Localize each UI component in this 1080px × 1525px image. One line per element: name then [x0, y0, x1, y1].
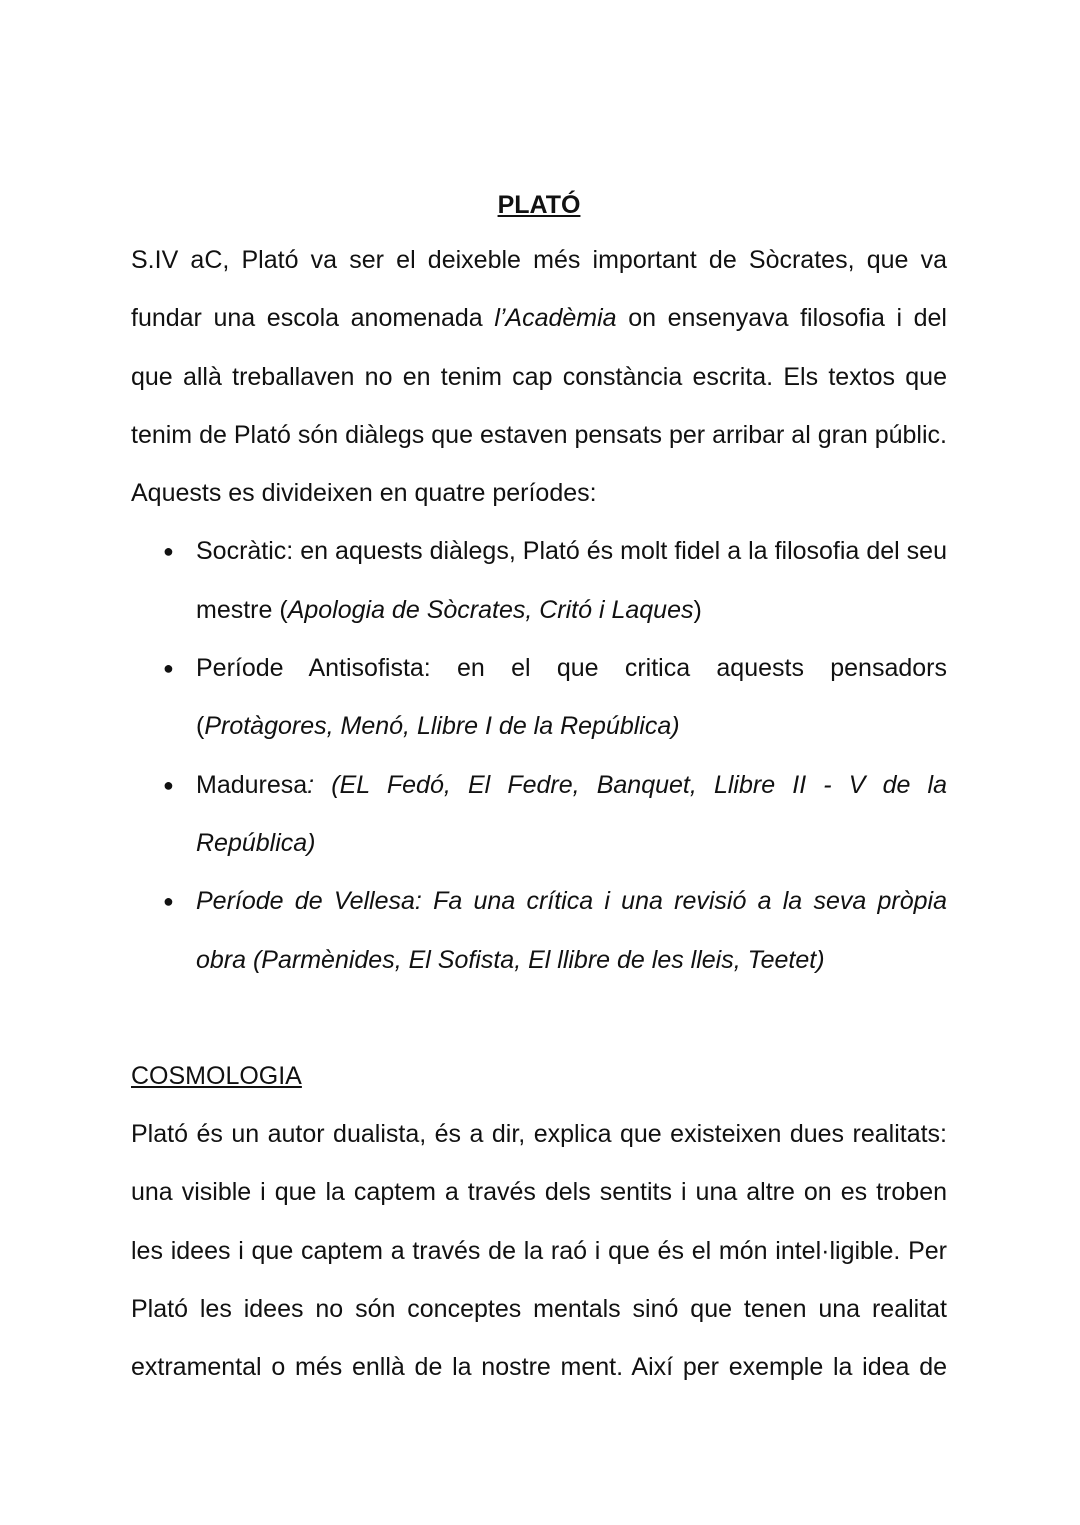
- intro-text-2: on ensenyava filosofia i del que allà treballaven no en tenim cap constància escrita. Els textos que tenim de Plató són diàlegs que estaven pensats per arribar al gran públic. Aquests es divideixen en quatre períodes:: [131, 304, 947, 508]
- period-works: : (EL Fedó, El Fedre, Banquet, Llibre II - V de la República): [196, 770, 947, 857]
- bullet-icon: ●: [163, 774, 174, 795]
- period-label: Socràtic: en aquests diàlegs, Plató és molt fidel a la filosofia del seu mestre (: [196, 537, 947, 624]
- list-item: [163, 756, 947, 873]
- bullet-icon: ●: [163, 658, 174, 679]
- period-tail: ): [693, 595, 702, 624]
- intro-paragraph: [131, 231, 947, 522]
- bullet-icon: ●: [163, 541, 174, 562]
- list-item: [163, 522, 947, 639]
- section-spacer: [131, 989, 947, 1047]
- document-page: [131, 183, 947, 1397]
- period-works: Apologia de Sòcrates, Critó i Laques: [287, 595, 694, 624]
- period-label: Maduresa: [196, 770, 308, 799]
- periods-list: [131, 522, 947, 988]
- period-works: Període de Vellesa: Fa una crítica i una revisió a la seva pròpia obra (Parmènides, El Sofista, El llibre de les lleis, Teetet): [196, 887, 947, 974]
- page-title: PLATÓ: [497, 191, 581, 219]
- list-item: [163, 872, 947, 989]
- cosmologia-paragraph: Plató és un autor dualista, és a dir, explica que existeixen dues realitats: una visible i que la captem a través dels sentits i una altre on es troben les idees i que captem a través de la raó i que és el món intel·ligible. Per Plató les idees no són conceptes mentals sinó que tenen una realitat extramental o més enllà de la nostre ment. Així per exemple la idea de: [131, 1120, 947, 1382]
- section-heading-cosmologia: COSMOLOGIA: [131, 1061, 302, 1090]
- bullet-icon: ●: [163, 891, 174, 912]
- period-works: Protàgores, Menó, Llibre I de la República): [204, 712, 680, 741]
- academia-term: l’Acadèmia: [494, 304, 617, 333]
- period-label: Període Antisofista: en el que critica aquests pensadors (: [196, 654, 947, 741]
- intro-text-1: S.IV aC, Plató va ser el deixeble més important de Sòcrates, que va fundar una escola anomenada: [131, 246, 947, 333]
- list-item: [163, 639, 947, 756]
